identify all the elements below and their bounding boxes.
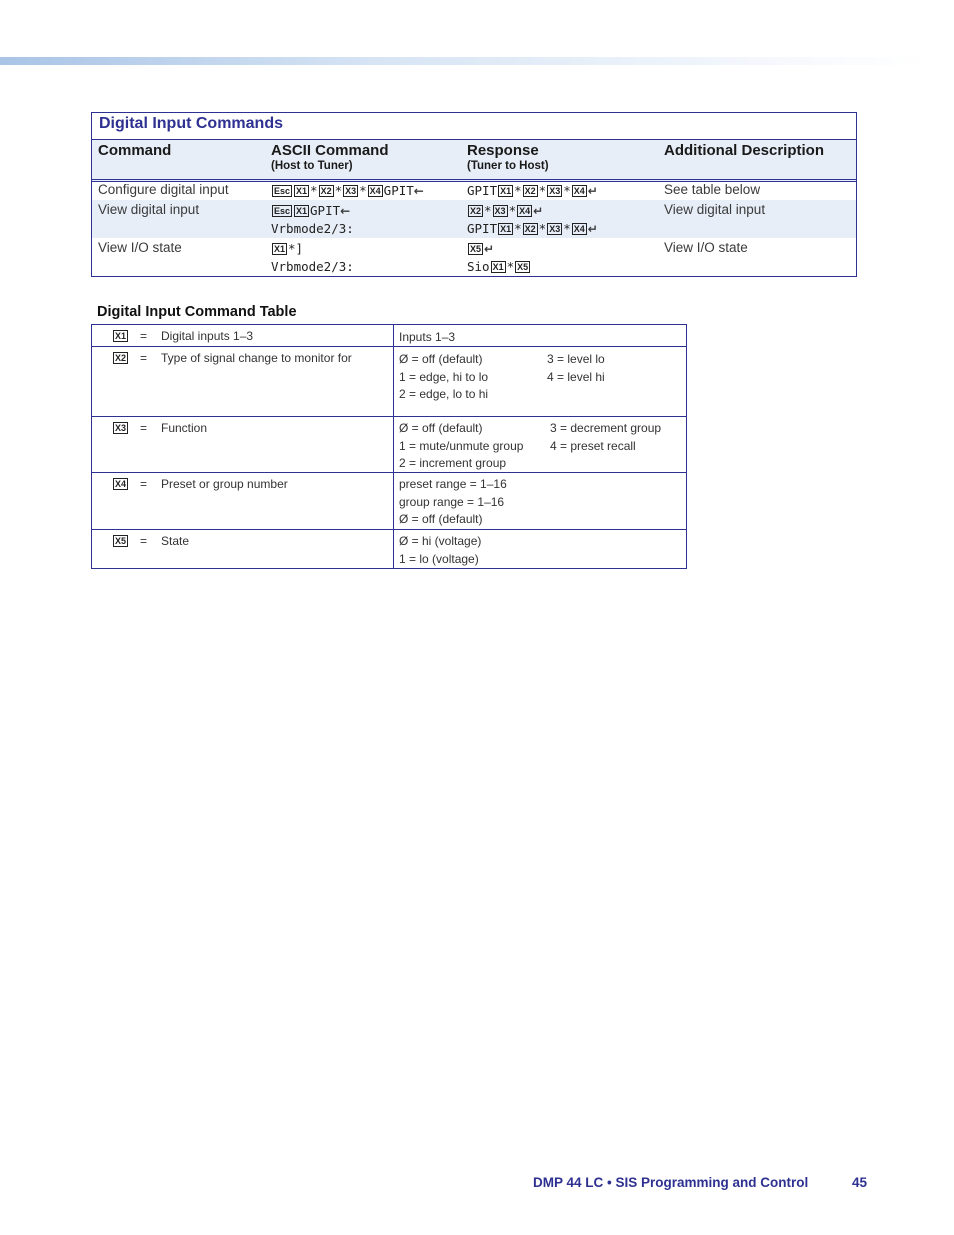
table-row: X3 = Function Ø = off (default) 1 = mute/unmute group 2 = increment group 3 = decrement group 4 = preset recall bbox=[92, 416, 686, 472]
x3-key: X3 bbox=[549, 186, 561, 196]
row-response: X2 * X3 * X4 ↵ GPIT X1 * X2 * X3 * X4 ↵ bbox=[467, 203, 598, 236]
x1-key: X1 bbox=[500, 186, 512, 196]
x2-key: X2 bbox=[115, 353, 127, 363]
enter-arrow-icon: ↵ bbox=[587, 222, 598, 236]
sub-table-title: Digital Input Command Table bbox=[97, 304, 297, 320]
enter-arrow-icon: ↵ bbox=[484, 242, 495, 256]
x3-key: X3 bbox=[115, 423, 127, 433]
param-description: Type of signal change to monitor for bbox=[161, 351, 352, 365]
x2-key: X2 bbox=[470, 206, 482, 216]
page-number: 45 bbox=[852, 1175, 868, 1190]
table-row: X1 = Digital inputs 1–3 Inputs 1–3 bbox=[92, 325, 686, 346]
x4-key: X4 bbox=[115, 479, 127, 489]
x4-key: X4 bbox=[519, 206, 531, 216]
x3-key: X3 bbox=[549, 224, 561, 234]
x5-key: X5 bbox=[517, 262, 529, 272]
esc-key: Esc bbox=[274, 206, 291, 216]
table-row: X4 = Preset or group number preset range = 1–16 group range = 1–16 Ø = off (default) bbox=[92, 472, 686, 529]
row-response: X5 ↵ Sio X1 * X5 bbox=[467, 242, 529, 274]
row-ascii: X1 *] Vrbmode2/3: bbox=[271, 241, 354, 274]
digital-input-commands-table bbox=[91, 112, 857, 277]
param-values: preset range = 1–16 group range = 1–16 Ø = off (default) bbox=[399, 477, 507, 526]
x4-key: X4 bbox=[369, 186, 381, 196]
x3-key: X3 bbox=[494, 206, 506, 216]
table-header bbox=[92, 139, 856, 182]
param-description: Preset or group number bbox=[161, 477, 288, 491]
x1-key: X1 bbox=[492, 262, 504, 272]
header-response-sub: (Tuner to Host) bbox=[467, 160, 549, 172]
enter-arrow-icon: ↵ bbox=[533, 204, 544, 218]
x1-key: X1 bbox=[115, 331, 127, 341]
row-command: View I/O state bbox=[98, 240, 182, 255]
x1-key: X1 bbox=[500, 224, 512, 234]
x5-key: X5 bbox=[115, 536, 127, 546]
x4-key: X4 bbox=[573, 186, 585, 196]
row-response: GPIT X1 * X2 * X3 * X4 ↵ bbox=[467, 183, 598, 198]
x3-key: X3 bbox=[345, 186, 357, 196]
header-gradient-bar bbox=[0, 57, 930, 65]
row-additional: View I/O state bbox=[664, 240, 748, 255]
x5-key: X5 bbox=[470, 244, 482, 254]
header-ascii bbox=[271, 142, 389, 172]
param-description: Function bbox=[161, 421, 208, 435]
enter-arrow-icon: ↵ bbox=[587, 184, 598, 198]
x2-key: X2 bbox=[524, 186, 536, 196]
param-description: State bbox=[161, 534, 190, 548]
header-ascii-label: ASCII Command bbox=[271, 142, 389, 159]
header-ascii-sub: (Host to Tuner) bbox=[271, 160, 353, 172]
x2-key: X2 bbox=[320, 186, 332, 196]
row-additional: View digital input bbox=[664, 202, 766, 217]
esc-key: Esc bbox=[274, 186, 291, 196]
header-response bbox=[467, 142, 549, 172]
header-response-label: Response bbox=[467, 142, 539, 159]
row-additional: See table below bbox=[664, 182, 761, 197]
x4-key: X4 bbox=[573, 224, 585, 234]
param-values: Inputs 1–3 bbox=[399, 330, 456, 344]
row-command: Configure digital input bbox=[98, 182, 229, 197]
param-values: Ø = hi (voltage) 1 = lo (voltage) bbox=[399, 534, 482, 566]
footer-title: DMP 44 LC • SIS Programming and Control bbox=[533, 1175, 809, 1190]
digital-input-command-table bbox=[91, 324, 687, 569]
table-row: X2 = Type of signal change to monitor for Ø = off (default) 1 = edge, hi to lo 2 = edge, lo to hi 3 = level lo 4 = level hi bbox=[92, 346, 686, 416]
param-values: Ø = off (default) 1 = edge, hi to lo 2 = edge, lo to hi 3 = level lo 4 = level hi bbox=[399, 352, 605, 401]
row-command: View digital input bbox=[98, 202, 200, 217]
x1-key: X1 bbox=[274, 244, 286, 254]
table-row: X5 = State Ø = hi (voltage) 1 = lo (voltage) bbox=[92, 529, 686, 568]
row-ascii: Esc X1 * X2 * X3 * X4 GPIT← bbox=[274, 183, 424, 198]
x1-key: X1 bbox=[296, 186, 308, 196]
header-additional: Additional Description bbox=[664, 142, 825, 159]
table-row bbox=[92, 180, 856, 200]
row-ascii: Esc X1 GPIT← Vrbmode2/3: bbox=[271, 203, 354, 236]
header-command: Command bbox=[98, 142, 172, 159]
x2-key: X2 bbox=[524, 224, 536, 234]
table-row bbox=[92, 238, 856, 276]
table-row bbox=[92, 200, 856, 238]
param-description: Digital inputs 1–3 bbox=[161, 329, 254, 343]
param-values: Ø = off (default) 1 = mute/unmute group 2 = increment group 3 = decrement group 4 = preset recall bbox=[399, 421, 662, 470]
return-arrow-icon: ← bbox=[413, 184, 424, 198]
section-title: Digital Input Commands bbox=[99, 115, 283, 132]
x1-key: X1 bbox=[296, 206, 308, 216]
return-arrow-icon: ← bbox=[340, 204, 351, 218]
